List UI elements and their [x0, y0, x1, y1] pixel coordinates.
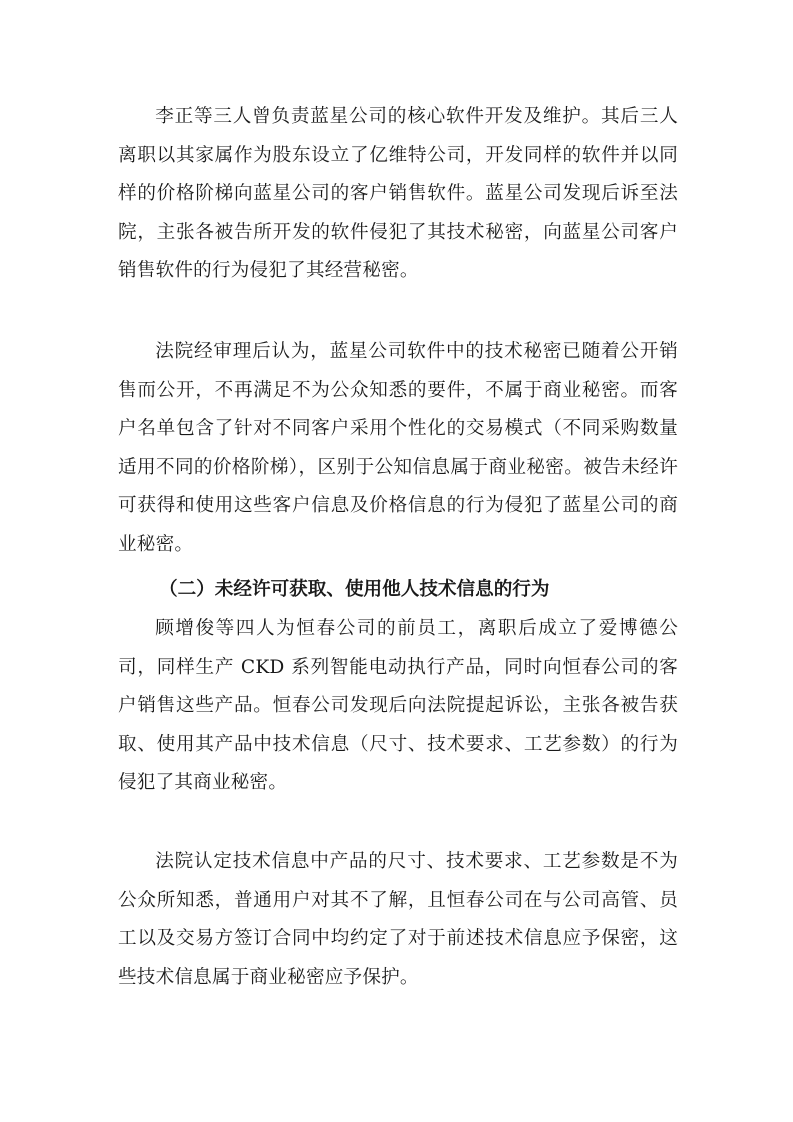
paragraph-hengchun-case-facts: 顾增俊等四人为恒春公司的前员工，离职后成立了爱博德公司，同样生产 CKD 系列智能电动执行产品，同时向恒春公司的客户销售这些产品。恒春公司发现后向法院提起诉讼，主张各被告获取、使用其产品中技术信息（尺寸、技术要求、工艺参数）的行为侵犯了其商业秘密。 — [118, 618, 678, 794]
section-heading: （二）未经许可获取、使用他人技术信息的行为 — [159, 579, 550, 600]
paragraph-lanxing-case-facts: 李正等三人曾负责蓝星公司的核心软件开发及维护。其后三人离职以其家属作为股东设立了亿维特公司，开发同样的软件并以同样的价格阶梯向蓝星公司的客户销售软件。蓝星公司发现后诉至法院，主张各被告所开发的软件侵犯了其技术秘密，向蓝星公司客户销售软件的行为侵犯了其经营秘密。 — [118, 106, 678, 282]
paragraph-hengchun-court-ruling: 法院认定技术信息中产品的尺寸、技术要求、工艺参数是不为公众所知悉，普通用户对其不了解，且恒春公司在与公司高管、员工以及交易方签订合同中均约定了对于前述技术信息应予保密，这些技术信息属于商业秘密应予保护。 — [118, 851, 678, 988]
paragraph-lanxing-court-ruling: 法院经审理后认为，蓝星公司软件中的技术秘密已随着公开销售而公开，不再满足不为公众知悉的要件，不属于商业秘密。而客户名单包含了针对不同客户采用个性化的交易模式（不同采购数量适用不同的价格阶梯），区别于公知信息属于商业秘密。被告未经许可获得和使用这些客户信息及价格信息的行为侵犯了蓝星公司的商业秘密。 — [118, 341, 678, 555]
